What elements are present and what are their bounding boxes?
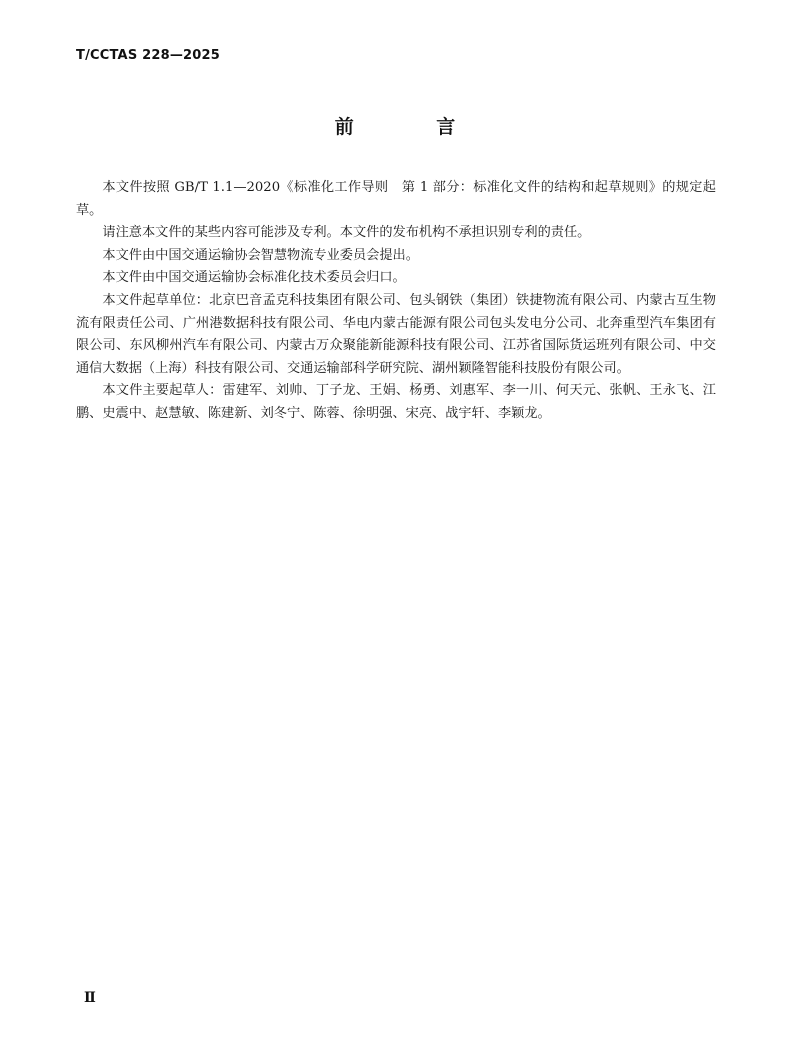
paragraph-administrator: 本文件由中国交通运输协会标准化技术委员会归口。 [102,270,406,286]
section-title: 前 言 [334,116,494,138]
foreword-body [76,177,716,426]
paragraph-drafting-basis: 本文件按照 GB/T 1.1—2020《标准化工作导则 第 1 部分：标准化文件的结构和起草规则》的规定起草。 [76,180,716,218]
paragraph-proposer: 本文件由中国交通运输协会智慧物流专业委员会提出。 [102,247,419,263]
paragraph-main-drafters: 本文件主要起草人：雷建军、刘帅、丁子龙、王娟、杨勇、刘惠军、李一川、何天元、张帆、王永飞、江鹏、史震中、赵慧敏、陈建新、刘冬宁、陈蓉、徐明强、宋亮、战宇轩、李颖龙。 [76,383,716,421]
standard-code: T/CCTAS 228—2025 [76,48,221,63]
page-number: Ⅱ [84,990,96,1006]
paragraph-patent-notice: 请注意本文件的某些内容可能涉及专利。本文件的发布机构不承担识别专利的责任。 [102,225,591,241]
paragraph-drafting-units: 本文件起草单位：北京巴音孟克科技集团有限公司、包头钢铁（集团）铁捷物流有限公司、内蒙古互生物流有限责任公司、广州港数据科技有限公司、华电内蒙古能源有限公司包头发电分公司、北奔重型汽车集团有限公司、东风柳州汽车有限公司、内蒙古万众聚能新能源科技有限公司、江苏省国际货运班列有限公司、中交通信大数据（上海）科技有限公司、交通运输部科学研究院、湖州颖隆智能科技股份有限公司。 [76,292,716,376]
